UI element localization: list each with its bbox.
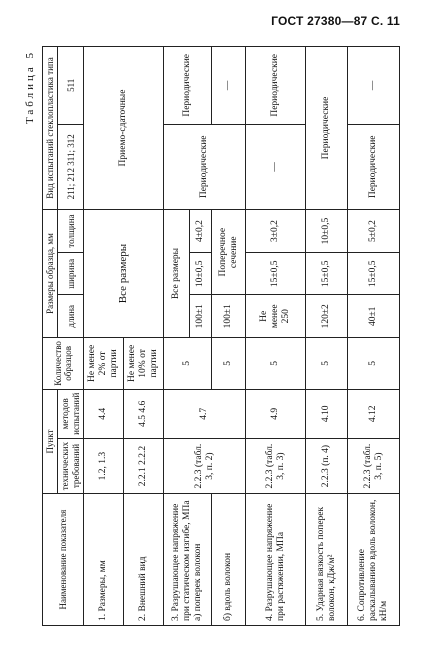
cell-acceptance: Приемо-сдаточные xyxy=(84,47,164,210)
bending-across: а) поперек волокон xyxy=(192,543,203,621)
cell-all-sizes: Все размеры xyxy=(84,210,164,338)
table-row xyxy=(246,47,306,626)
cell-width: 15±0,5 xyxy=(348,253,400,295)
cell-width: 10±0,5 xyxy=(190,253,212,295)
cell-meth: 4.10 xyxy=(306,389,348,438)
cell-tech: 2.2.3 (табл. 3, п. 3) xyxy=(246,438,306,493)
cell-length: 100±1 xyxy=(212,295,246,338)
col-sizes: Размеры образца, мм xyxy=(43,210,58,338)
cell-meth: 4.7 xyxy=(164,389,246,438)
row-name-along: б) вдоль волокон xyxy=(212,494,246,626)
cell-thickness: 10±0,5 xyxy=(306,210,348,253)
cell-dash: — xyxy=(212,47,246,125)
col-name: Наименование показателя xyxy=(43,494,84,626)
cell-cross-section: Поперечное сечение xyxy=(212,210,246,295)
cell-count: 5 xyxy=(212,338,246,390)
table-row xyxy=(84,47,124,626)
row-name-impact: 5. Ударная вязкость поперек волокон, кДж/м² xyxy=(306,494,348,626)
cell-count: 5 xyxy=(246,338,306,390)
row-name-appearance: 2. Внешний вид xyxy=(124,494,164,626)
cell-thickness: 5±0,2 xyxy=(348,210,400,253)
row-name-tension: 4. Разрушающее напряжение при растяжении, МПа xyxy=(246,494,306,626)
cell-thickness: 3±0,2 xyxy=(246,210,306,253)
cell-dash: — xyxy=(348,47,400,125)
cell-meth: 4.12 xyxy=(348,389,400,438)
col-type-211: 211; 212 311; 312 xyxy=(58,124,84,209)
row-name-dimensions: 1. Размеры, мм xyxy=(84,494,124,626)
cell-periodic: Периодические xyxy=(164,47,212,125)
cell-meth: 4.9 xyxy=(246,389,306,438)
table-title: Таблица 5 xyxy=(24,50,36,125)
cell-count: Не менее 2% от партии xyxy=(84,338,124,390)
cell-length: 40±1 xyxy=(348,295,400,338)
col-width: ширина xyxy=(58,253,84,295)
cell-width: 15±0,5 xyxy=(306,253,348,295)
table-row xyxy=(348,47,400,626)
cell-tech: 1.2, 1.3 xyxy=(84,438,124,493)
cell-width: 15±0,5 xyxy=(246,253,306,295)
document-header: ГОСТ 27380—87 С. 11 xyxy=(271,14,400,28)
cell-dash: — xyxy=(246,124,306,209)
col-count: Количество образцов xyxy=(43,338,84,390)
col-thickness: толщина xyxy=(58,210,84,253)
cell-periodic: Периодические xyxy=(306,47,348,210)
cell-length: Не менее 250 xyxy=(246,295,306,338)
cell-length: 100±1 xyxy=(190,295,212,338)
cell-all-sizes-3: Все размеры xyxy=(164,210,190,338)
specification-table xyxy=(42,46,400,626)
col-tech-req: технических требований xyxy=(58,438,84,493)
cell-tech: 2.2.3 (табл. 3, п. 5) xyxy=(348,438,400,493)
cell-periodic: Периодические xyxy=(348,124,400,209)
row-name-bending xyxy=(164,494,212,626)
cell-tech: 2.2.3 (табл. 3, п. 2) xyxy=(164,438,246,493)
col-type-511: 511 xyxy=(58,47,84,125)
col-punkt: Пункт xyxy=(43,389,58,494)
bending-title: 3. Разрушающее напряжение при статическом изгибе, МПа xyxy=(171,500,193,621)
cell-periodic: Периодические xyxy=(164,124,246,209)
rotated-table-page xyxy=(22,46,392,626)
cell-count: 5 xyxy=(306,338,348,390)
cell-tech: 2.2.3 (п. 4) xyxy=(306,438,348,493)
cell-count: Не менее 10% от партии xyxy=(124,338,164,390)
table-header-row-1 xyxy=(43,47,58,626)
col-test-type: Вид испытаний стеклопластика типа xyxy=(43,47,58,210)
col-methods: методов испытаний xyxy=(58,389,84,438)
table-row xyxy=(164,47,190,626)
cell-meth: 4.5 4.6 xyxy=(124,389,164,438)
cell-count: 5 xyxy=(348,338,400,390)
cell-periodic: Периодические xyxy=(246,47,306,125)
cell-meth: 4.4 xyxy=(84,389,124,438)
row-name-splitting: 6. Сопротивление раскалыванию вдоль волокон, кН/м xyxy=(348,494,400,626)
col-length: длина xyxy=(58,295,84,338)
table-row xyxy=(306,47,348,626)
cell-tech: 2.2.1 2.2.2 xyxy=(124,438,164,493)
cell-length: 120±2 xyxy=(306,295,348,338)
cell-count: 5 xyxy=(164,338,212,390)
cell-thickness: 4±0,2 xyxy=(190,210,212,253)
